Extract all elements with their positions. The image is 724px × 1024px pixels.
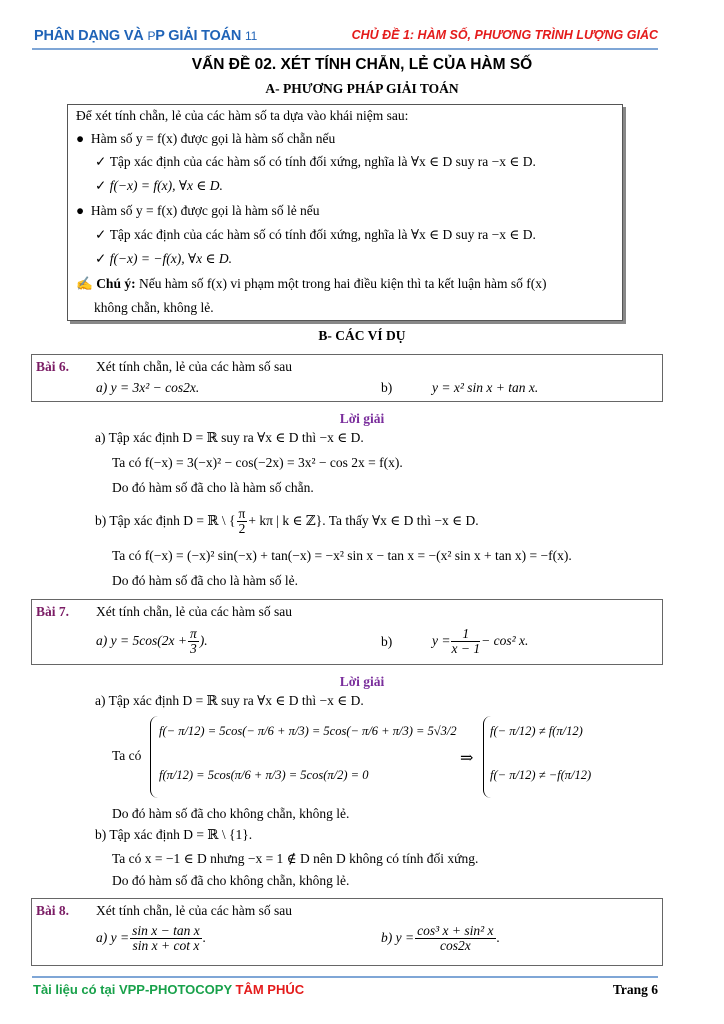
checkmark-icon: ✓: [95, 251, 110, 266]
note-text: Nếu hàm số f(x) vi phạm một trong hai điều kiện thì ta kết luận hàm số f(x): [135, 276, 547, 291]
even-condition-2: [95, 178, 223, 194]
exercise-8-b-post: .: [496, 929, 500, 945]
exercise-7-prompt: Xét tính chẵn, lẻ của các hàm số sau: [96, 604, 293, 619]
header-left: [34, 28, 257, 44]
note-text-2: không chẵn, không lẻ.: [94, 300, 214, 315]
odd-c2: f(−x) = −f(x), ∀x ∈ D.: [109, 251, 232, 266]
exercise-7-label: Bài 7.: [36, 604, 70, 619]
fraction: [188, 627, 199, 656]
solution-7-b2: Ta có x = −1 ∈ D nhưng −x = 1 ∉ D nên D không có tính đối xứng.: [112, 851, 479, 866]
fraction-den: sin x + cot x: [132, 938, 200, 954]
fraction-num: cos³ x + sin² x: [417, 923, 494, 938]
fraction: [415, 924, 495, 953]
solution-6-b3: Do đó hàm số đã cho là hàm số lẻ.: [112, 573, 298, 588]
fraction: [451, 627, 480, 656]
exercise-6-a: a) y = 3x² − cos2x.: [96, 380, 200, 395]
conclusion-row-1: f(− π/12) ≠ f(π/12): [490, 724, 583, 738]
exercise-8-a-post: .: [202, 929, 207, 945]
fraction-den: 2: [238, 521, 246, 537]
footer-source-text: Tài liệu có tại VPP-PHOTOCOPY: [33, 982, 232, 997]
exercise-7-a-pre: a) y = 5cos(2x +: [96, 632, 187, 648]
footer-source-brand: TÂM PHÚC: [235, 982, 305, 997]
odd-head: Hàm số y = f(x) được gọi là hàm số lẻ nếu: [90, 203, 320, 218]
fraction-num: π: [189, 626, 197, 641]
solution-7-b1: b) Tập xác định D = ℝ \ {1}.: [95, 827, 253, 842]
solution-6-b2: Ta có f(−x) = (−x)² sin(−x) + tan(−x) = −x² sin x − tan x = −(x² sin x + tan x) = −f(x).: [112, 548, 572, 563]
exercise-7-a-post: ).: [199, 632, 208, 648]
odd-definition: [76, 203, 320, 219]
method-intro: Để xét tính chẵn, lẻ của các hàm số ta dựa vào khái niệm sau:: [76, 108, 409, 123]
solution-7-heading: Lời giải: [339, 674, 385, 689]
solution-6-heading: Lời giải: [339, 411, 385, 426]
odd-condition-2: [95, 251, 232, 267]
exercise-6-b-label: b): [381, 380, 393, 395]
exercise-7-b: [432, 627, 528, 656]
solution-7-system: [150, 716, 457, 798]
solution-7-a1: a) Tập xác định D = ℝ suy ra ∀x ∈ D thì −x ∈ D.: [95, 693, 364, 708]
solution-7-conclusion: [483, 716, 612, 798]
header-small: P: [147, 29, 156, 43]
implies-icon: ⇒: [460, 750, 474, 767]
footer-rule: [32, 976, 658, 978]
exercise-7-b-label: b): [381, 634, 393, 649]
fraction: [130, 924, 202, 953]
exercise-8-b-pre: b) y =: [381, 929, 415, 945]
bullet-icon: ●: [76, 131, 91, 146]
section-a-heading: A- PHƯƠNG PHÁP GIẢI TOÁN: [265, 81, 459, 96]
note-label: Chú ý:: [96, 276, 136, 291]
solution-7-taco: Ta có: [112, 748, 142, 763]
solution-7-a3: Do đó hàm số đã cho không chẵn, không lẻ.: [112, 806, 350, 821]
fraction-num: 1: [451, 627, 480, 642]
page-header: [32, 28, 658, 50]
solution-6-a3: Do đó hàm số đã cho là hàm số chẵn.: [112, 480, 314, 495]
solution-6-a1: a) Tập xác định D = ℝ suy ra ∀x ∈ D thì −x ∈ D.: [95, 430, 364, 445]
header-series-2: P GIẢI TOÁN: [155, 28, 242, 44]
solution-6-b1-post: + kπ | k ∈ ℤ}. Ta thấy ∀x ∈ D thì −x ∈ D.: [248, 512, 479, 528]
exercise-7-b-post: − cos² x.: [481, 632, 529, 648]
section-b-heading: B- CÁC VÍ DỤ: [318, 328, 406, 343]
page-number: Trang 6: [612, 982, 658, 997]
header-series: PHÂN DẠNG VÀ: [34, 28, 144, 44]
even-condition-1: [95, 154, 536, 170]
header-rule: [32, 48, 658, 50]
page-title: VẤN ĐỀ 02. XÉT TÍNH CHẴN, LẺ CỦA HÀM SỐ: [191, 56, 533, 73]
even-c2: f(−x) = f(x), ∀x ∈ D.: [109, 178, 223, 193]
exercise-6-b: y = x² sin x + tan x.: [432, 380, 539, 395]
bullet-icon: ●: [76, 203, 91, 218]
fraction-num: sin x − tan x: [132, 923, 200, 938]
exercise-8-prompt: Xét tính chẵn, lẻ của các hàm số sau: [96, 903, 293, 918]
checkmark-icon: ✓: [95, 154, 110, 169]
solution-6-b1: [95, 507, 479, 536]
note: [76, 276, 546, 292]
checkmark-icon: ✓: [95, 178, 110, 193]
solution-6-b1-pre: b) Tập xác định D = ℝ \ {: [95, 512, 236, 528]
checkmark-icon: ✓: [95, 227, 110, 242]
even-definition: [76, 131, 335, 147]
header-chapter: CHỦ ĐỀ 1: HÀM SỐ, PHƯƠNG TRÌNH LƯỢNG GIÁC: [351, 28, 658, 42]
odd-c1: Tập xác định của các hàm số có tính đối xứng, nghĩa là ∀x ∈ D suy ra −x ∈ D.: [109, 227, 536, 242]
exercise-8-b: [381, 924, 500, 953]
fraction-den: x − 1: [451, 641, 481, 657]
footer-source: [33, 982, 304, 997]
solution-7-b3: Do đó hàm số đã cho không chẵn, không lẻ.: [112, 873, 350, 888]
odd-condition-1: [95, 227, 536, 243]
exercise-7-box: [31, 599, 663, 665]
exercise-8-a: [96, 924, 206, 953]
fraction-den: 3: [189, 641, 197, 657]
exercise-8-box: [31, 898, 663, 966]
pencil-icon: ✍: [76, 276, 97, 291]
header-grade: 11: [244, 29, 258, 43]
exercise-6-prompt: Xét tính chẵn, lẻ của các hàm số sau: [96, 359, 293, 374]
exercise-6-label: Bài 6.: [36, 359, 70, 374]
conclusion-row-2: f(− π/12) ≠ −f(π/12): [490, 768, 592, 782]
fraction: [237, 507, 248, 536]
even-head: Hàm số y = f(x) được gọi là hàm số chẵn nếu: [90, 131, 336, 146]
exercise-7-a: [96, 627, 208, 656]
fraction-num: π: [238, 506, 246, 521]
even-c1: Tập xác định của các hàm số có tính đối xứng, nghĩa là ∀x ∈ D suy ra −x ∈ D.: [109, 154, 536, 169]
exercise-6-box: [31, 354, 663, 402]
exercise-8-label: Bài 8.: [36, 903, 70, 918]
method-box: [67, 104, 623, 321]
exercise-8-a-pre: a) y =: [96, 929, 130, 945]
solution-6-a2: Ta có f(−x) = 3(−x)² − cos(−2x) = 3x² − cos 2x = f(x).: [112, 455, 403, 470]
fraction-den: cos2x: [439, 938, 471, 954]
system-row-2: f(π/12) = 5cos(π/6 + π/3) = 5cos(π/2) = 0: [159, 768, 369, 782]
exercise-7-b-pre: y =: [432, 632, 451, 648]
system-row-1: f(− π/12) = 5cos(− π/6 + π/3) = 5cos(− π/6 + π/3) = 5√3/2: [159, 724, 457, 738]
